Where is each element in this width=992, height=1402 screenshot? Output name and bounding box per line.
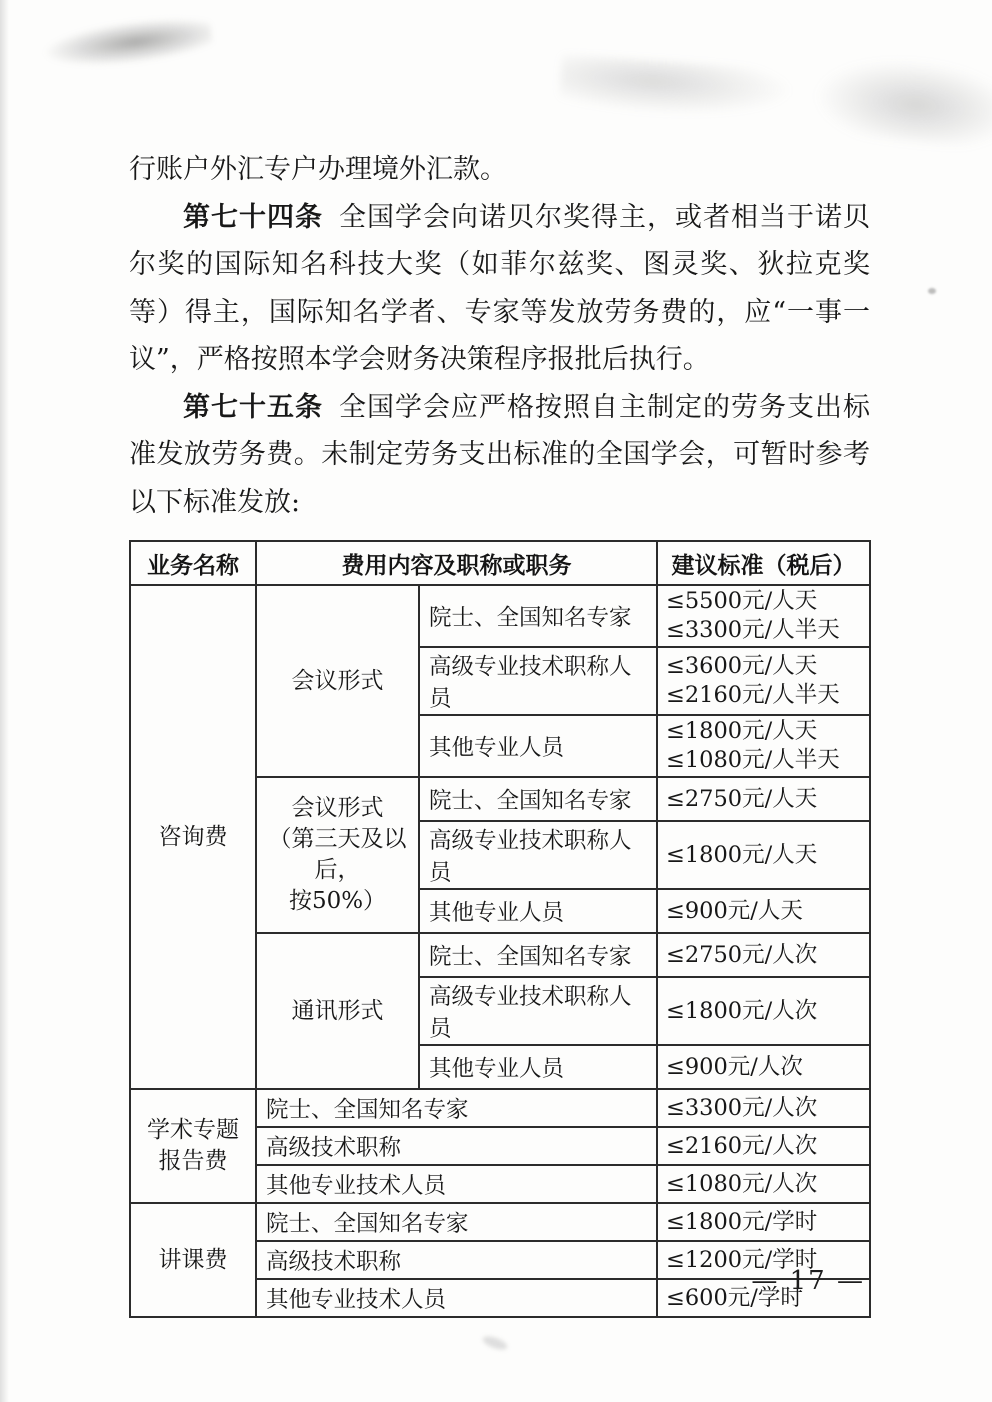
table-row [130,585,870,647]
scan-smudge [40,12,214,74]
paragraph-article-74 [129,194,870,384]
standard-cell [657,777,870,821]
standard-cell [657,1045,870,1089]
table-row [130,1203,870,1241]
role-cell: 院士、全国知名专家 [419,933,657,977]
standard-line: ≤1080元/人次 [666,1170,818,1197]
role-cell: 其他专业人员 [419,889,657,933]
standard-line: ≤2750元/人次 [666,941,818,968]
standard-line: ≤2750元/人天 [666,785,818,812]
form-label: 会议形式 [291,667,384,694]
standard-line: ≤600元/学时 [666,1284,803,1311]
form-label: 按50%） [288,888,387,914]
paragraph-article-75 [129,384,870,527]
header-business-name: 业务名称 [130,541,256,585]
standard-cell [657,933,870,977]
standard-cell [657,889,870,933]
fee-category-consulting: 咨询费 [130,585,256,1089]
paragraph-text: 全国学会向诺贝尔奖得主，或者相当于诺贝尔奖的国际知名科技大奖（如菲尔兹奖、图灵奖、狄拉克奖等）得主，国际知名学者、专家等发放劳务费的，应“一事一议”，严格按照本学会财务决策程序报批后执行。 [129,201,870,375]
scan-speck [928,288,936,294]
standard-line: ≤1200元/学时 [666,1246,818,1273]
role-cell: 高级技术职称 [256,1127,657,1165]
scan-smudge [558,54,791,122]
role-cell: 高级专业技术职称人员 [419,977,657,1045]
standard-cell [657,647,870,715]
standard-line: ≤3600元/人天 [666,653,818,679]
standard-line: ≤3300元/人半天 [666,617,840,643]
role-cell: 其他专业人员 [419,1045,657,1089]
standard-cell [657,821,870,889]
category-label: 讲课费 [158,1246,228,1273]
role-cell: 高级技术职称 [256,1241,657,1279]
standard-cell [657,1203,870,1241]
role-cell: 其他专业技术人员 [256,1165,657,1203]
standard-line: ≤1080元/人半天 [666,747,840,773]
role-cell: 院士、全国知名专家 [419,777,657,821]
table-row [130,1089,870,1127]
header-fee-content: 费用内容及职称或职务 [256,541,657,585]
fee-category-academic-report [130,1089,256,1203]
paragraph-text: 全国学会应严格按照自主制定的劳务支出标准发放劳务费。未制定劳务支出标准的全国学会，可暂时参考以下标准发放: [129,391,870,518]
category-label: 学术专题 [147,1117,239,1143]
fee-form-meeting-later [256,777,419,933]
standard-line: ≤1800元/人次 [666,997,818,1024]
category-label: 报告费 [158,1148,228,1174]
standard-line: ≤2160元/人半天 [666,682,840,708]
fee-form-meeting [256,585,419,777]
article-number: 第七十五条 [183,391,323,423]
standard-line: ≤900元/人天 [666,897,803,924]
standard-cell [657,1165,870,1203]
role-cell: 其他专业人员 [419,715,657,777]
article-number: 第七十四条 [183,201,323,233]
standard-line: ≤3300元/人次 [666,1094,818,1121]
standard-cell [657,585,870,647]
role-cell: 高级专业技术职称人员 [419,821,657,889]
form-label: （第三天及以后， [268,826,407,883]
scan-speck [481,1334,509,1352]
standard-line: ≤1800元/人天 [666,718,818,744]
standard-line: ≤1800元/人天 [666,841,818,868]
fee-standards-table [129,540,871,1318]
standard-line: ≤900元/人次 [666,1053,803,1080]
fee-form-correspondence [256,933,419,1089]
role-cell: 其他专业技术人员 [256,1279,657,1317]
standard-line: ≤5500元/人天 [666,588,818,614]
standard-cell [657,715,870,777]
paragraph-text: 行账户外汇专户办理境外汇款。 [129,154,507,185]
standard-line: ≤1800元/学时 [666,1208,818,1235]
form-label: 会议形式 [291,795,384,821]
paragraph-continuation [129,146,870,194]
standard-line: ≤2160元/人次 [666,1132,818,1159]
standard-cell [657,1089,870,1127]
scan-smudge [811,51,992,150]
role-cell: 院士、全国知名专家 [256,1203,657,1241]
page-number: — 17 — [751,1266,865,1296]
header-suggested-standard: 建议标准（税后） [657,541,870,585]
role-cell: 高级专业技术职称人员 [419,647,657,715]
scan-edge-shadow [0,0,9,1402]
standard-cell [657,977,870,1045]
page-content [129,146,870,1318]
form-label: 通讯形式 [291,997,384,1024]
table-header-row [130,541,870,585]
fee-category-lecture [130,1203,256,1317]
standard-cell [657,1127,870,1165]
role-cell: 院士、全国知名专家 [419,585,657,647]
role-cell: 院士、全国知名专家 [256,1089,657,1127]
